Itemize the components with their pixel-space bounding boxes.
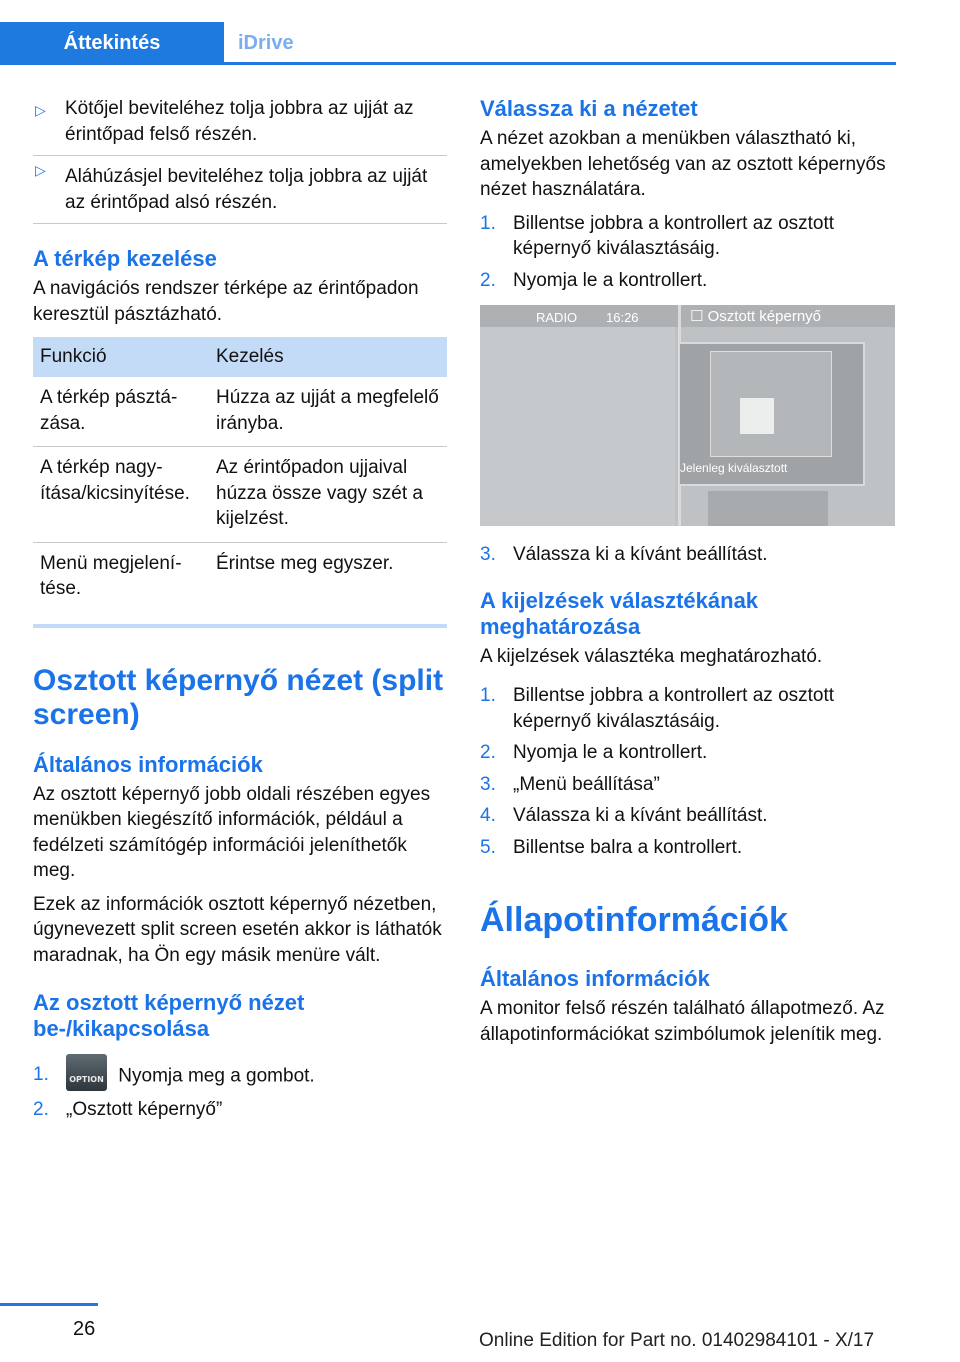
list-item: 1. OPTION Nyomja meg a gombot. <box>33 1062 447 1091</box>
split-heading: Osztott képernyő nézet (split screen) <box>33 663 444 731</box>
tab-attekintes[interactable]: Áttekintés <box>0 22 224 62</box>
select-text: A kijelzések választéka meghatározható. <box>480 645 823 667</box>
select-steps <box>480 683 895 860</box>
map-heading: A térkép kezelése <box>33 246 217 271</box>
split-title: ☐ Osztott képernyő <box>690 308 822 325</box>
selected-label: Jelenleg kiválasztott <box>680 461 788 475</box>
toggle-steps <box>33 1062 447 1123</box>
footer-rule <box>0 1303 98 1306</box>
status-heading: Állapotinformációk <box>480 901 788 939</box>
time-label: 16:26 <box>606 310 639 325</box>
triangle-bullet-icon: ▷ <box>35 162 46 178</box>
view-heading: Válassza ki a nézetet <box>480 96 698 121</box>
split-screen-screenshot <box>480 305 895 526</box>
left-panel <box>480 327 675 526</box>
tab-idrive[interactable]: iDrive <box>238 32 294 54</box>
table-cell: Húzza az ujját a megfelelő irányba. <box>209 377 447 447</box>
table-row <box>33 447 447 543</box>
edition-note: Online Edition for Part no. 01402984101 - X/17 <box>479 1330 875 1351</box>
view-text: A nézet azokban a menükben választható ki, amelyekben lehetőség van az osztott képernyős nézet használatára. <box>480 128 886 200</box>
toggle-heading: Az osztott képernyő nézet be-/kikapcsolása <box>33 990 305 1041</box>
left-column <box>33 96 447 1133</box>
radio-label: RADIO <box>536 310 578 325</box>
list-item: 3. „Menü beállítása” <box>480 773 660 795</box>
list-item: 2. Nyomja le a kontrollert. <box>480 742 708 763</box>
table-cell: A térkép pásztázása. <box>33 377 209 447</box>
option-button-icon: OPTION <box>66 1054 107 1091</box>
bullet-list <box>33 96 447 224</box>
general-heading: Általános információk <box>33 751 263 777</box>
list-item: 2. Nyomja le a kontrollert. <box>480 269 708 291</box>
view-step-3 <box>480 542 895 568</box>
right-column <box>480 96 895 1055</box>
table-cell: Érintse meg egyszer. <box>209 542 447 626</box>
table-header: Kezelés <box>209 337 447 377</box>
table-cell: A térkép nagyítása/kicsinyítése. <box>33 447 209 543</box>
map-text: A navigációs rendszer térképe az érintőpadon keresztül pásztázható. <box>33 278 419 325</box>
status-subheading: Általános információk <box>480 966 710 991</box>
view-steps <box>480 211 895 294</box>
table-cell: Az érintőpadon ujjaival húzza össze vagy szét a kijelzést. <box>209 447 447 543</box>
list-item: 2. „Osztott képernyő” <box>33 1099 223 1120</box>
function-table <box>33 337 447 628</box>
direction-arrow-icon <box>740 398 774 434</box>
header-tabs <box>0 22 896 65</box>
list-item: 1. Billentse jobbra a kontrollert az osztott képernyő kiválasztásáig. <box>480 212 835 259</box>
list-item: 1. Billentse jobbra a kontrollert az osztott képernyő kiválasztásáig. <box>480 685 835 732</box>
page-number: 26 <box>73 1318 96 1340</box>
list-item: ▷ Aláhúzásjel beviteléhez tolja jobbra az ujját az érintőpad alsó részén. <box>33 155 447 223</box>
status-text: A monitor felső részén található állapotmező. Az állapotinformációkat szimbólumok jelenítik meg. <box>480 998 885 1045</box>
list-item: ▷ Kötőjel beviteléhez tolja jobbra az ujját az érintőpad felső részén. <box>35 98 414 145</box>
table-header: Funkció <box>33 337 209 377</box>
table-cell: Menü megjelenítése. <box>33 542 209 626</box>
list-item: 4. Válassza ki a kívánt beállítást. <box>480 805 768 826</box>
list-item: 5. Billentse balra a kontrollert. <box>480 836 743 858</box>
lower-preview <box>708 491 828 526</box>
list-item: 3. Válassza ki a kívánt beállítást. <box>480 544 768 565</box>
triangle-bullet-icon: ▷ <box>35 102 46 118</box>
table-row <box>33 542 447 626</box>
select-heading: A kijelzések választékának meghatározása <box>480 587 759 639</box>
table-row <box>33 377 447 447</box>
general-p1: Az osztott képernyő jobb oldali részében egyes menükben kiegészítő információk, például a fedélzeti számítógép információi jeleníthetők meg. <box>33 783 431 881</box>
general-p2: Ezek az információk osztott képernyő nézetben, úgynevezett split screen esetén akkor is láthatók maradnak, ha Ön egy másik menüre vált. <box>33 893 442 966</box>
